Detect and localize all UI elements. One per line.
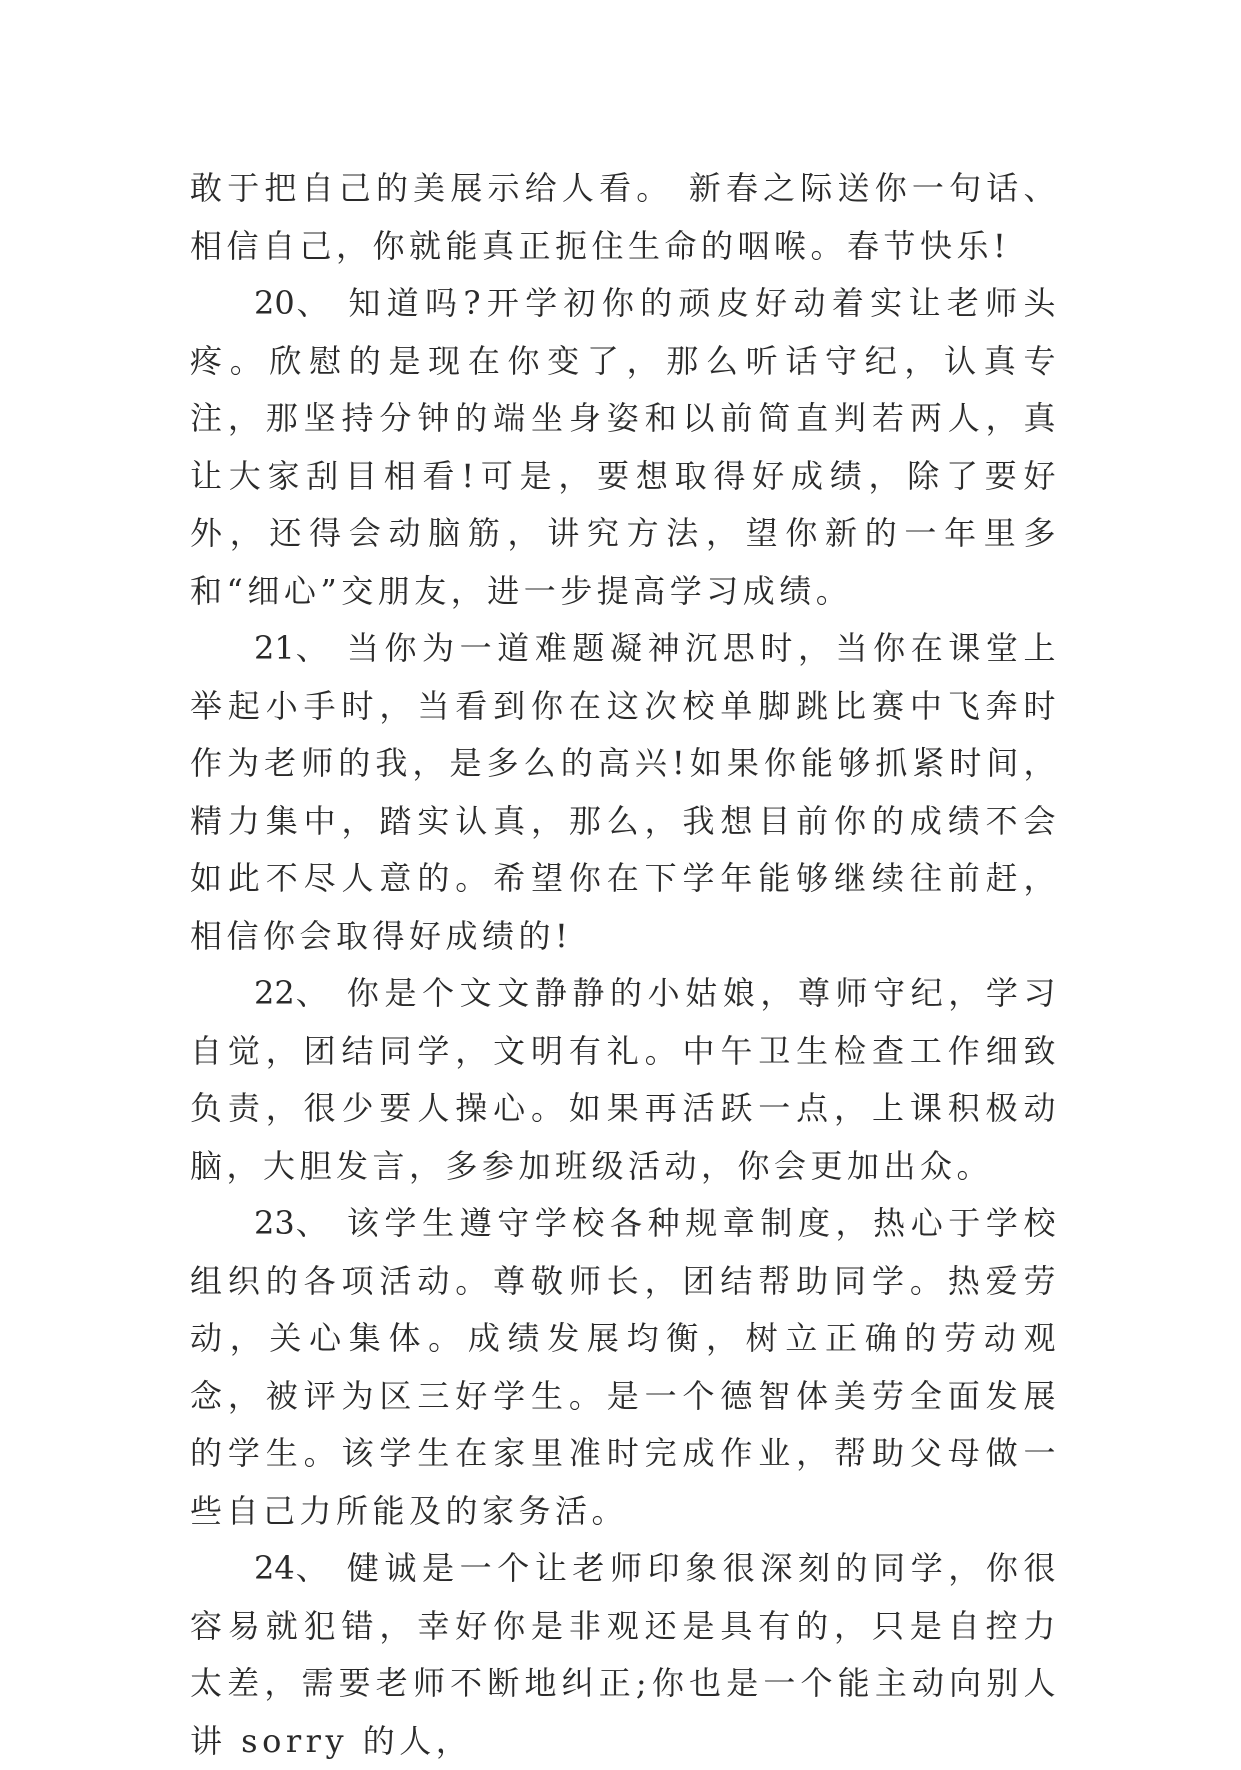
paragraph-23 bbox=[190, 1195, 1060, 1540]
paragraph-continued bbox=[190, 160, 1060, 275]
paragraph-text: 你是个文文静静的小姑娘，尊师守纪，学习自觉，团结同学，文明有礼。中午卫生检查工作细致负责，很少要人操心。如果再活跃一点，上课积极动脑，大胆发言，多参加班级活动，你会更加出众。 bbox=[190, 974, 1060, 1185]
paragraph-number: 20、 bbox=[254, 284, 331, 322]
paragraph-text: 健诚是一个让老师印象很深刻的同学，你很容易就犯错，幸好你是非观还是具有的，只是自控力太差，需要老师不断地纠正;你也是一个能主动向别人讲 sorry 的人， bbox=[190, 1549, 1060, 1760]
paragraph-22 bbox=[190, 965, 1060, 1195]
paragraph-number: 23、 bbox=[254, 1204, 329, 1242]
paragraph-text: 敢于把自己的美展示给人看。 新春之际送你一句话、相信自己，你就能真正扼住生命的咽喉。春节快乐! bbox=[190, 169, 1060, 265]
paragraph-text: 当你为一道难题凝神沉思时，当你在课堂上举起小手时，当看到你在这次校单脚跳比赛中飞奔时作为老师的我，是多么的高兴!如果你能够抓紧时间，精力集中，踏实认真，那么，我想目前你的成绩不会如此不尽人意的。希望你在下学年能够继续往前赶，相信你会取得好成绩的! bbox=[190, 629, 1060, 955]
paragraph-21 bbox=[190, 620, 1060, 965]
paragraph-text: 知道吗?开学初你的顽皮好动着实让老师头疼。欣慰的是现在你变了，那么听话守纪，认真专注，那坚持分钟的端坐身姿和以前简直判若两人，真让大家刮目相看!可是，要想取得好成绩，除了要好外，还得会动脑筋，讲究方法，望你新的一年里多和“细心”交朋友，进一步提高学习成绩。 bbox=[190, 284, 1060, 610]
paragraph-number: 22、 bbox=[254, 974, 329, 1012]
paragraph-24 bbox=[190, 1540, 1060, 1770]
paragraph-number: 24、 bbox=[254, 1549, 329, 1587]
paragraph-number: 21、 bbox=[254, 629, 329, 667]
paragraph-text: 该学生遵守学校各种规章制度，热心于学校组织的各项活动。尊敬师长，团结帮助同学。热爱劳动，关心集体。成绩发展均衡，树立正确的劳动观念，被评为区三好学生。是一个德智体美劳全面发展的学生。该学生在家里准时完成作业，帮助父母做一些自己力所能及的家务活。 bbox=[190, 1204, 1060, 1530]
document-body bbox=[190, 160, 1060, 1770]
paragraph-20 bbox=[190, 275, 1060, 620]
